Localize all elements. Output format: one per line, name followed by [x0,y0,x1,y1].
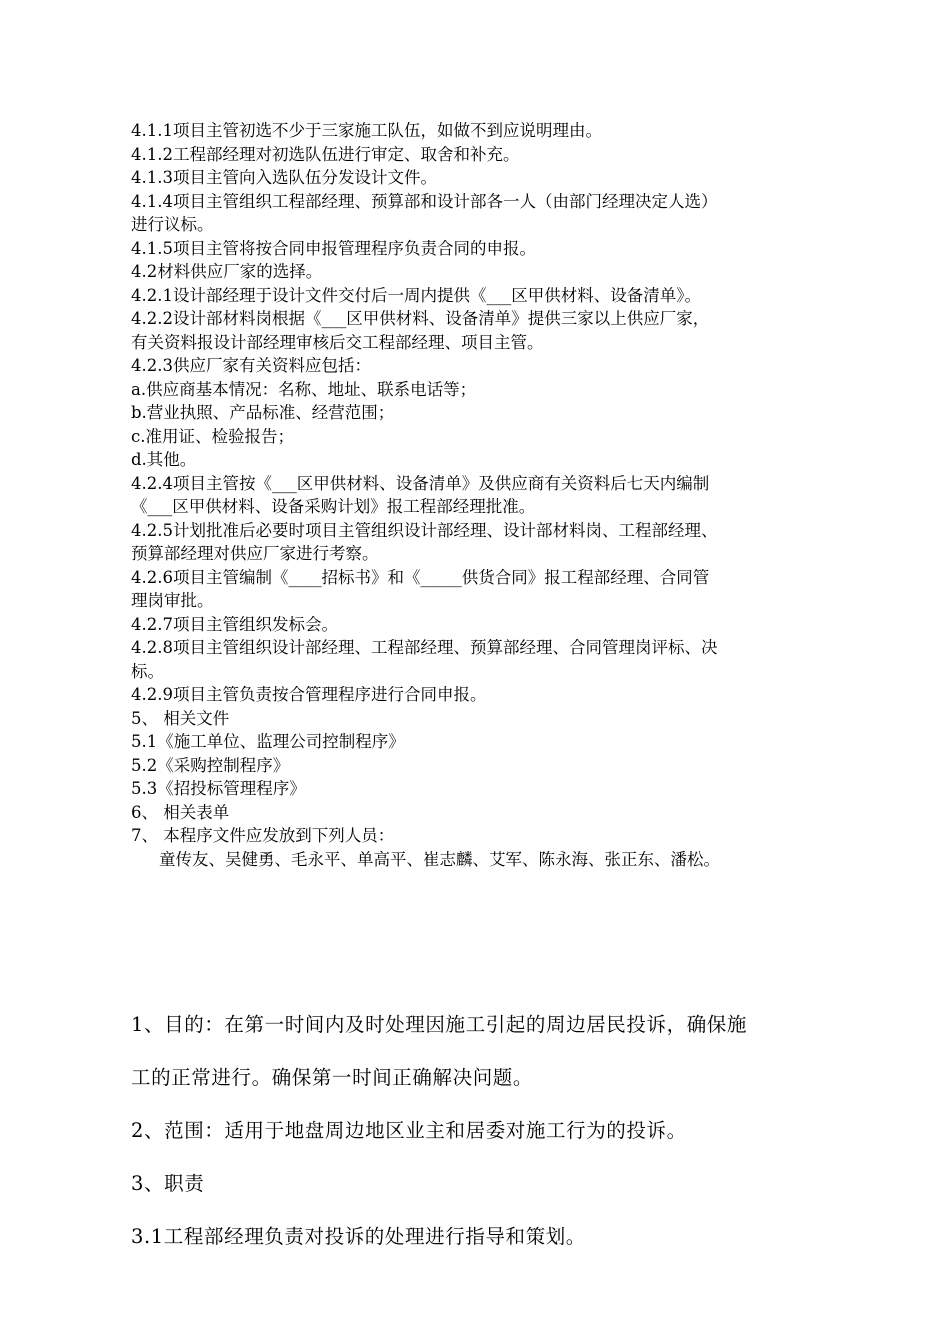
text-line: 3.1工程部经理负责对投诉的处理进行指导和策划。 [131,1225,586,1248]
text-line: b.营业执照、产品标准、经营范围； [131,403,395,422]
text-line: 4.2.1设计部经理于设计文件交付后一周内提供《___区甲供材料、设备清单》。 [131,285,701,305]
text-line: 有关资料报设计部经理审核后交工程部经理、项目主管。 [131,332,544,352]
text-line: 进行议标。 [131,215,214,234]
text-line: 7、 本程序文件应发放到下列人员： [131,826,395,845]
text-line: 3、职责 [131,1172,205,1195]
text-line: 4.2.6项目主管编制《____招标书》和《_____供货合同》报工程部经理、合同管 [131,567,710,587]
text-line: 5.3《招投标管理程序》 [131,779,306,798]
text-line: 《___区甲供材料、设备采购计划》报工程部经理批准。 [131,497,536,516]
text-line: 4.2.5计划批准后必要时项目主管组织设计部经理、设计部材料岗、工程部经理、 [131,520,718,540]
complaint-procedure-section [131,998,851,1263]
text-line: 标。 [131,661,164,681]
text-line: 1、目的：在第一时间内及时处理因施工引起的周边居民投诉，确保施 [131,1013,748,1036]
text-line: 预算部经理对供应厂家进行考察。 [131,544,379,563]
text-line: c.准用证、检验报告； [131,426,294,446]
text-line: 4.1.1项目主管初选不少于三家施工队伍，如做不到应说明理由。 [131,121,602,140]
text-line: 5、 相关文件 [131,708,230,728]
text-line: 4.2.2设计部材料岗根据《___区甲供材料、设备清单》提供三家以上供应厂家， [131,309,710,328]
text-line: 4.1.5项目主管将按合同申报管理程序负责合同的申报。 [131,238,536,258]
text-line: 5.2《采购控制程序》 [131,755,290,775]
text-line: 4.1.4项目主管组织工程部经理、预算部和设计部各一人（由部门经理决定人选） [131,191,718,211]
text-line: 工的正常进行。确保第一时间正确解决问题。 [131,1066,534,1089]
text-line: 6、 相关表单 [131,802,230,822]
text-line: 理岗审批。 [131,591,214,610]
text-line: 4.2.8项目主管组织设计部经理、工程部经理、预算部经理、合同管理岗评标、决 [131,638,718,657]
text-line: 4.2材料供应厂家的选择。 [131,262,323,281]
procedure-section [131,119,831,871]
text-line: d.其他。 [131,450,197,469]
text-line: 5.1《施工单位、监理公司控制程序》 [131,732,405,751]
text-line: 4.2.9项目主管负责按合管理程序进行合同申报。 [131,685,487,704]
text-line: 2、范围：适用于地盘周边地区业主和居委对施工行为的投诉。 [131,1119,687,1142]
text-line: 4.1.3项目主管向入选队伍分发设计文件。 [131,168,437,187]
text-line: 4.2.4项目主管按《___区甲供材料、设备清单》及供应商有关资料后七天内编制 [131,473,710,493]
recipients-list: 童传友、吴健勇、毛永平、单高平、崔志麟、艾军、陈永海、张正东、潘松。 [159,849,720,869]
text-line: 4.2.3供应厂家有关资料应包括： [131,356,371,375]
text-line: 4.2.7项目主管组织发标会。 [131,614,338,634]
text-line: a.供应商基本情况：名称、地址、联系电话等； [131,379,477,399]
text-line: 4.1.2工程部经理对初选队伍进行审定、取舍和补充。 [131,144,520,164]
